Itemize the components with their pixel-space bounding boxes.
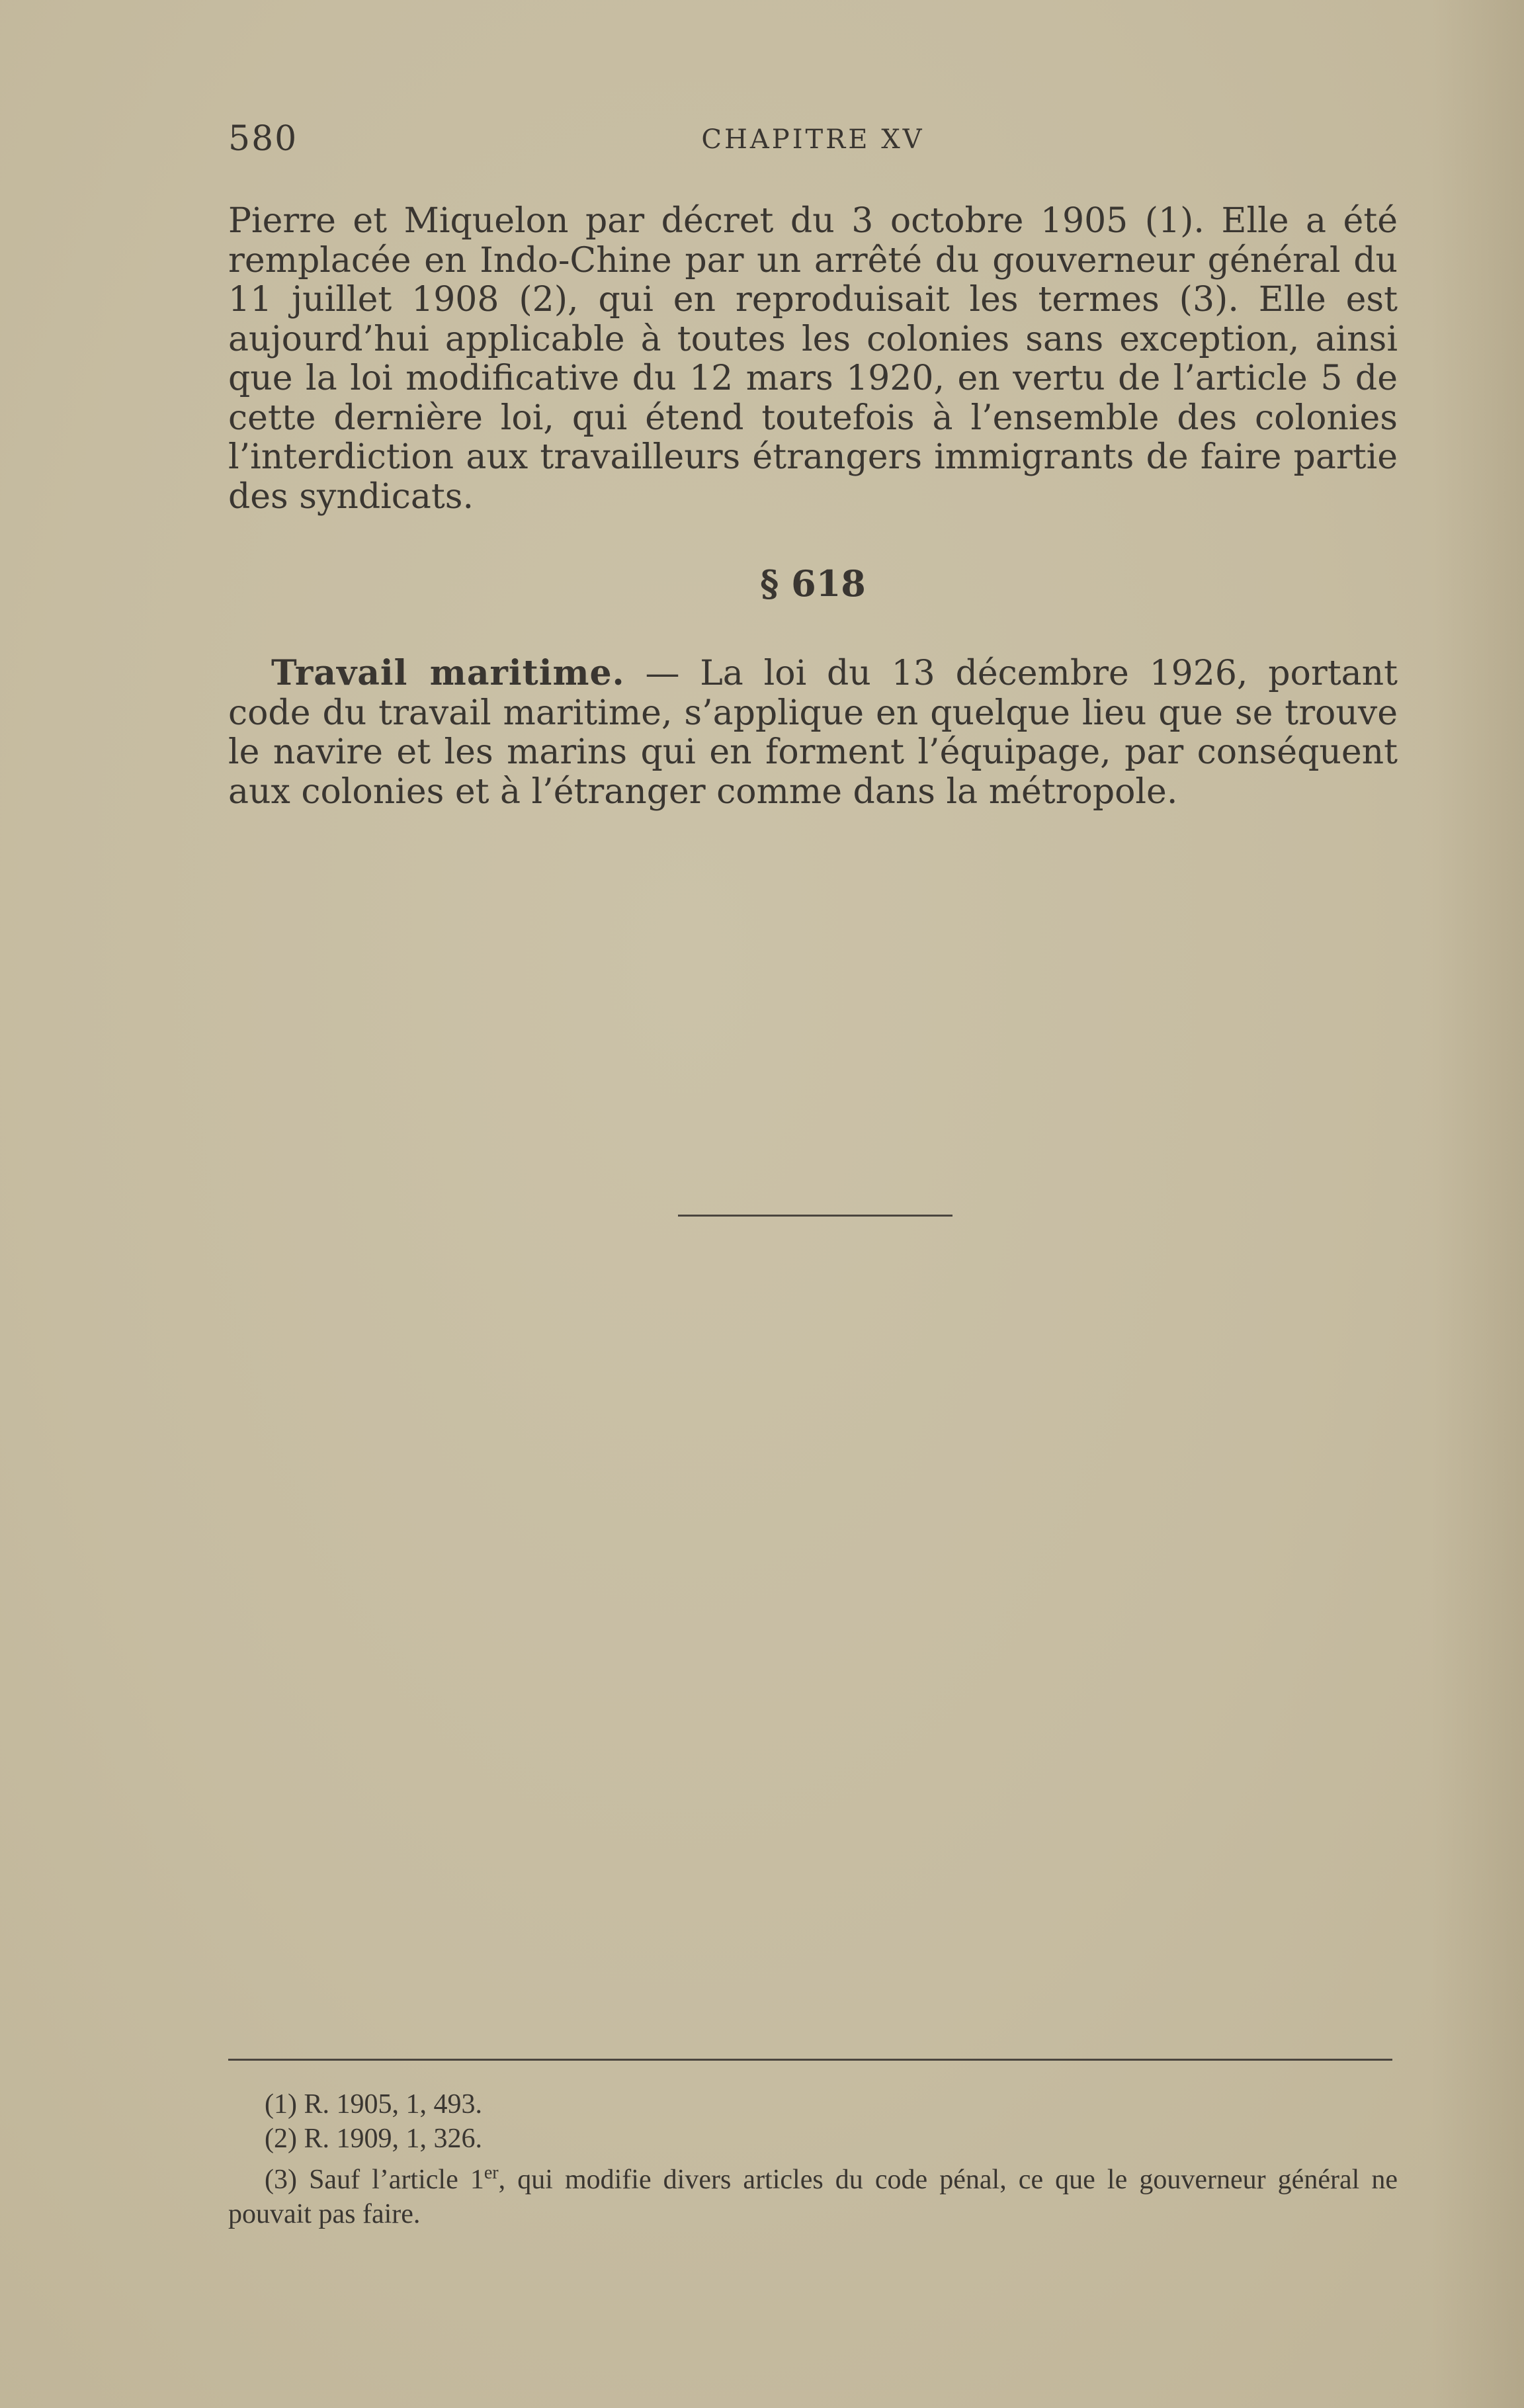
footnote-1: (1) R. 1905, 1, 493. [265,2089,482,2120]
section-paragraph [228,654,1398,812]
section-heading: § 618 [760,562,866,605]
footnote-2: (2) R. 1909, 1, 326. [265,2124,482,2154]
section-end-rule [678,1215,952,1217]
page-header [228,119,1398,172]
footnote-separator [228,2059,1392,2061]
section-text: — La loi du 13 décembre 1926, portant code du travail maritime, s’applique en quelque lieu que se trouve le navire et les marins qui en forment l’équipage, par conséquent aux colonies et à l’étranger comme dans la métropole. [228,654,1398,812]
running-head: CHAPITRE XV [701,124,925,155]
section-lead: Travail maritime. [271,653,625,693]
footnote-3 [228,2156,1398,2231]
footnotes [228,2087,1398,2231]
page-number: 580 [228,119,298,159]
footnote-3-before: (3) Sauf l’article 1 [265,2165,484,2195]
page-edge-shadow [1431,0,1524,2408]
footnote-3-superscript: er [484,2163,499,2183]
footnote-3-after: , qui modifie divers articles du code pénal, ce que le gouverneur général ne pouvait pas faire. [228,2165,1398,2229]
paragraph-continuation: Pierre et Miquelon par décret du 3 octobre 1905 (1). Elle a été remplacée en Indo-Chine par un arrêté du gouverneur général du 11 juillet 1908 (2), qui en reproduisait les termes (3). Elle est aujourd’hui applicable à toutes les colonies sans exception, ainsi que la loi modificative du 12 mars 1920, en vertu de l’article 5 de cette dernière loi, qui étend toutefois à l’ensemble des colonies l’interdiction aux travailleurs étrangers immigrants de faire partie des syndicats. [228,201,1398,517]
